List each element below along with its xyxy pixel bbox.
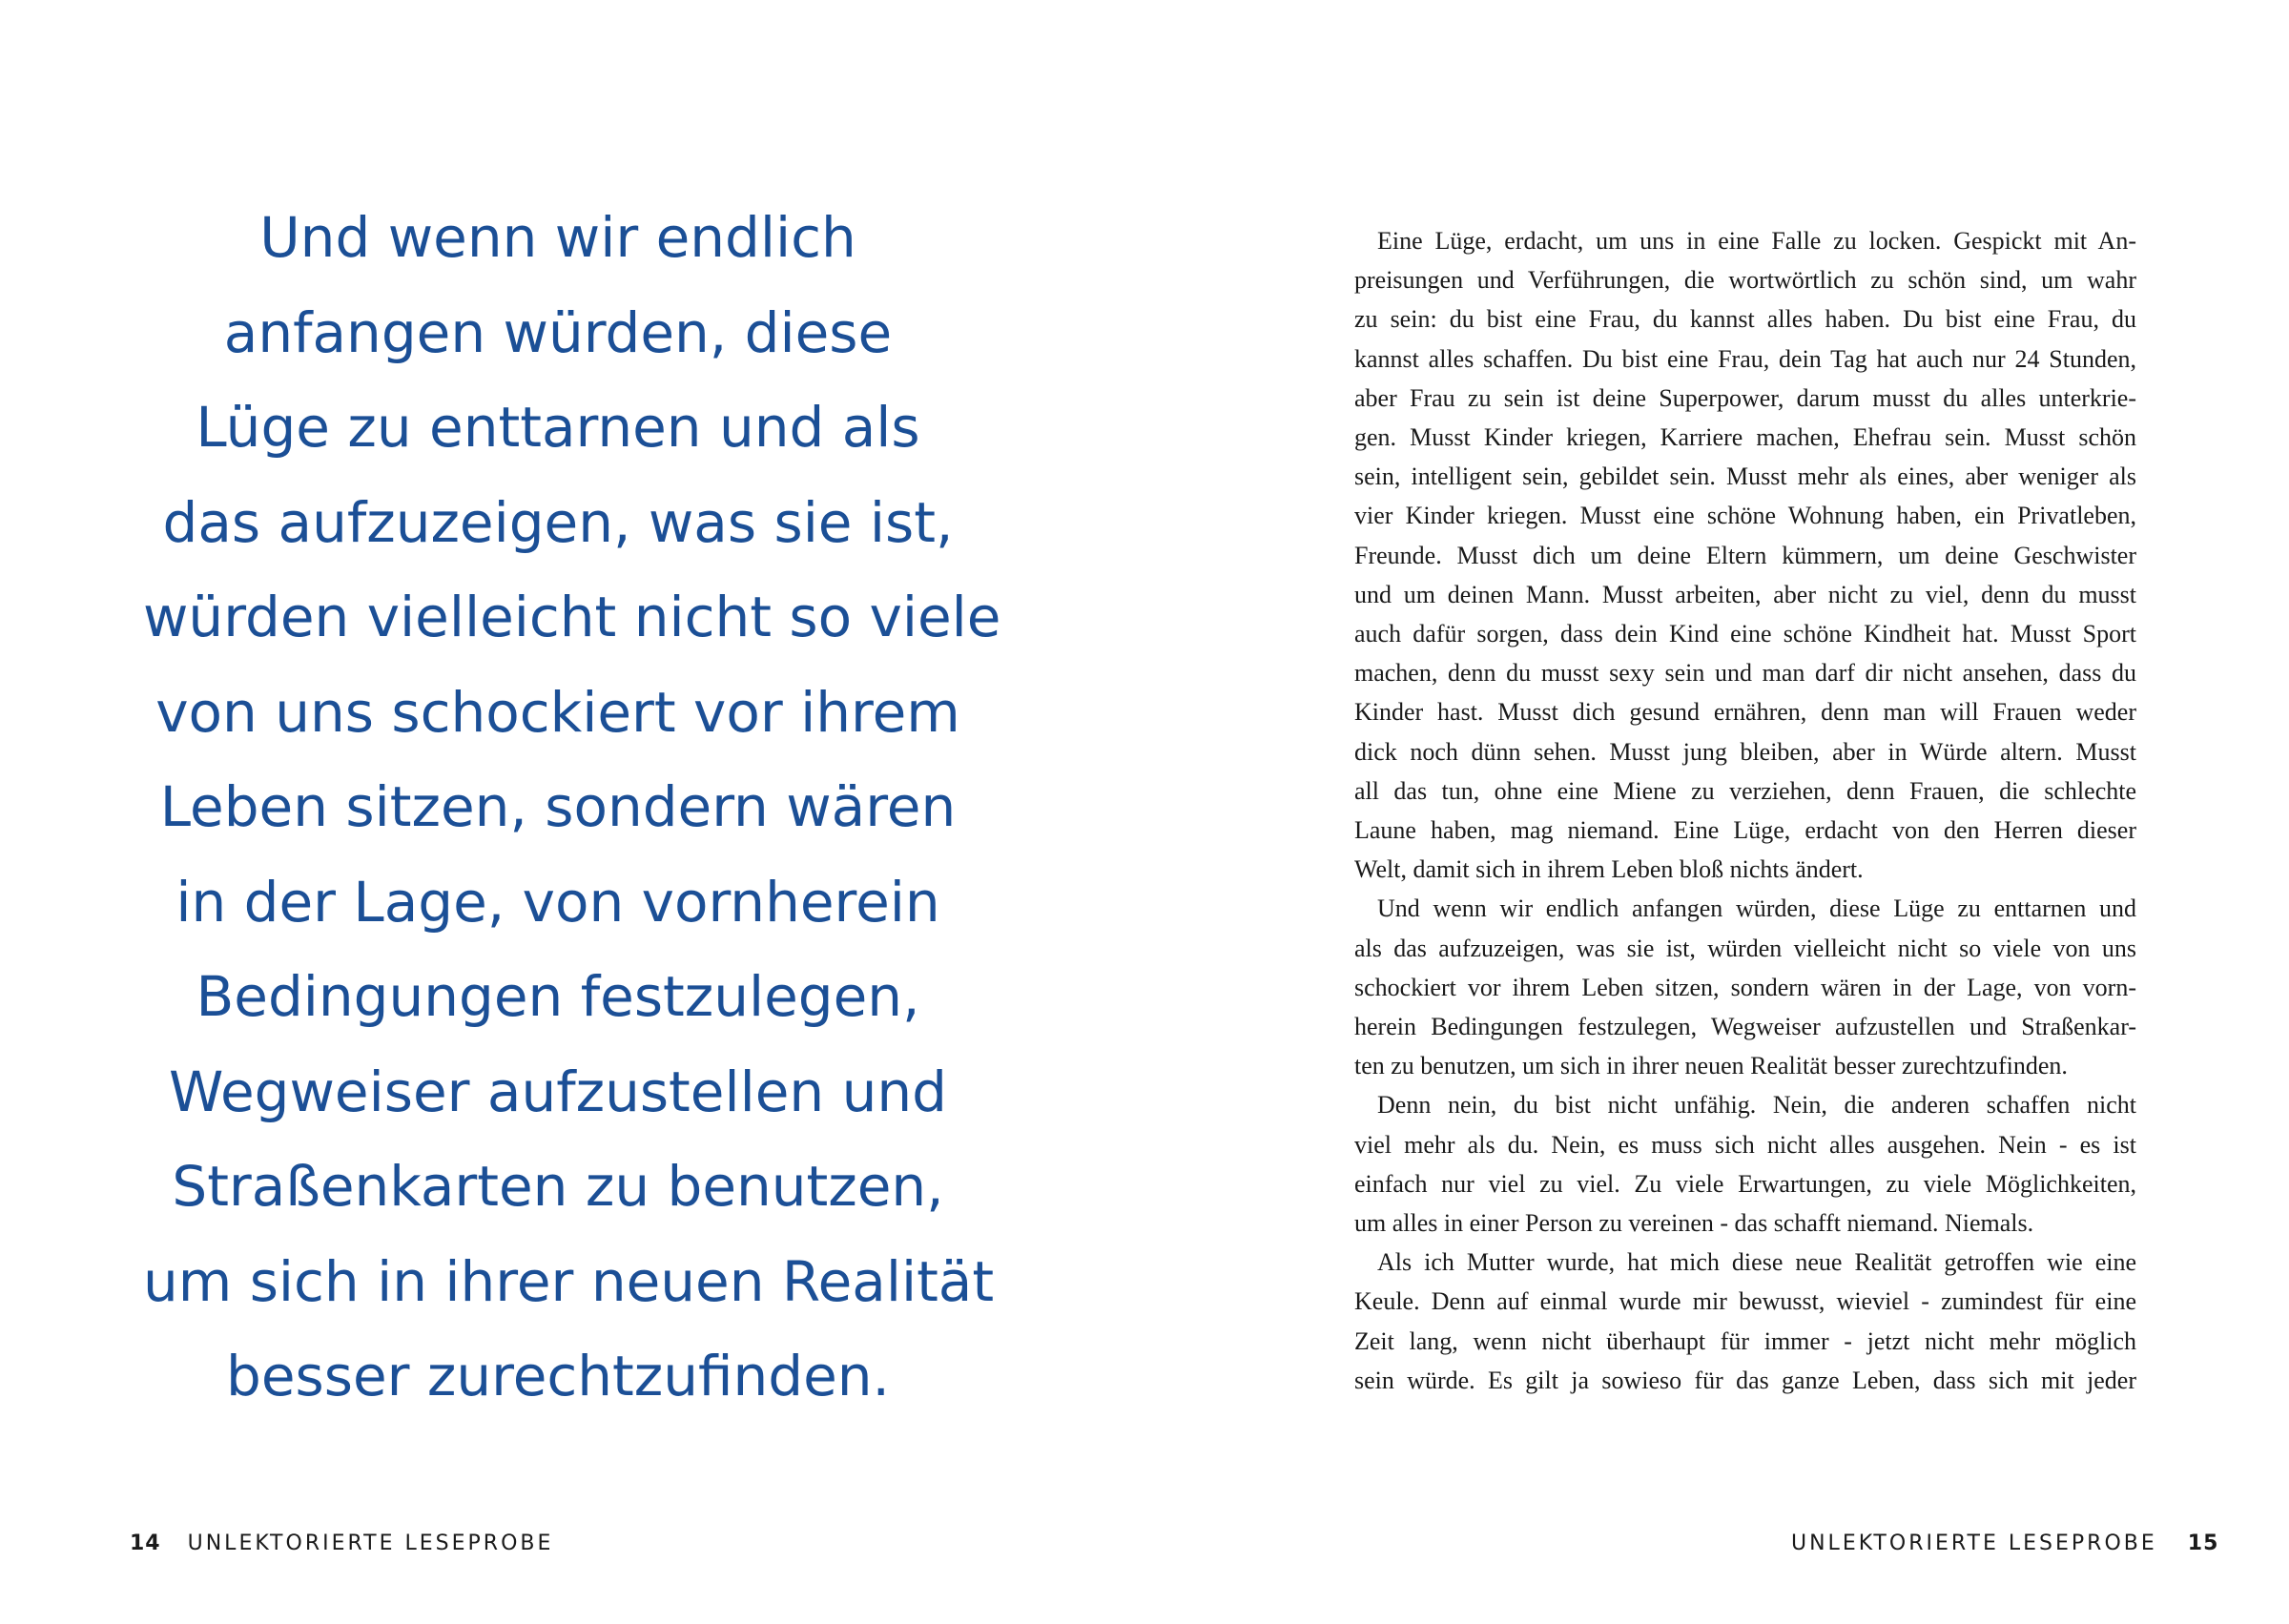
- body-line: Zeit lang, wenn nicht überhaupt für immer - jetzt nicht mehr möglich: [1354, 1326, 2136, 1355]
- pull-quote-line: Lüge zu enttarnen und als: [196, 395, 920, 460]
- running-head: UNLEKTORIERTE LESEPROBE: [187, 1531, 554, 1555]
- page-number: 14: [130, 1531, 161, 1555]
- body-line: Laune haben, mag niemand. Eine Lüge, erdacht von den Herren dieser: [1354, 816, 2136, 845]
- left-page: [0, 0, 1144, 1624]
- pull-quote-line: würden vielleicht nicht so viele: [143, 585, 1001, 649]
- body-line: aber Frau zu sein ist deine Superpower, darum musst du alles unterkrie-: [1354, 383, 2136, 412]
- pull-quote-line: Und wenn wir endlich: [259, 205, 856, 270]
- body-text: [1354, 221, 2136, 1400]
- pull-quote-line: anfangen würden, diese: [223, 299, 893, 365]
- pull-quote-line: Leben sitzen, sondern wären: [159, 774, 957, 839]
- body-line: zu sein: du bist eine Frau, du kannst alles haben. Du bist eine Frau, du: [1354, 305, 2136, 334]
- left-page-footer: [130, 1530, 553, 1558]
- body-line: Eine Lüge, erdacht, um uns in eine Falle zu locken. Gespickt mit An-: [1377, 227, 2136, 255]
- body-line: sein würde. Es gilt ja sowieso für das ganze Leben, dass sich mit jeder: [1354, 1366, 2136, 1394]
- body-line: kannst alles schaffen. Du bist eine Frau, dein Tag hat auch nur 24 Stunden,: [1354, 344, 2136, 373]
- page-number: 15: [2187, 1531, 2219, 1555]
- body-line: viel mehr als du. Nein, es muss sich nicht alles ausgehen. Nein - es ist: [1354, 1130, 2136, 1159]
- body-line: Freunde. Musst dich um deine Eltern kümmern, um deine Geschwister: [1354, 541, 2136, 569]
- pull-quote-line: besser zurechtzufinden.: [226, 1344, 890, 1408]
- body-line: Keule. Denn auf einmal wurde mir bewusst, wieviel - zumindest für eine: [1354, 1287, 2136, 1316]
- pull-quote: [143, 191, 1001, 1425]
- body-line: machen, denn du musst sexy sein und man darf dir nicht ansehen, dass du: [1354, 659, 2136, 688]
- body-line: Kinder hast. Musst dich gesund ernähren, denn man will Frauen weder: [1354, 698, 2136, 727]
- pull-quote-line: Bedingungen festzulegen,: [196, 964, 920, 1029]
- body-line: Als ich Mutter wurde, hat mich diese neue Realität getroffen wie eine: [1377, 1248, 2136, 1277]
- body-line: sein, intelligent sein, gebildet sein. Musst mehr als eines, aber weniger als: [1354, 463, 2136, 491]
- body-line: herein Bedingungen festzulegen, Wegweiser aufzustellen und Straßenkar-: [1354, 1013, 2136, 1041]
- body-line: Denn nein, du bist nicht unfähig. Nein, die anderen schaffen nicht: [1377, 1091, 2136, 1120]
- body-line: preisungen und Verführungen, die wortwörtlich zu schön sind, um wahr: [1354, 266, 2136, 295]
- body-line: einfach nur viel zu viel. Zu viele Erwartungen, zu viele Möglichkeiten,: [1354, 1169, 2136, 1198]
- body-line: all das tun, ohne eine Miene zu verziehen, denn Frauen, die schlechte: [1354, 776, 2136, 805]
- pull-quote-line: Wegweiser aufzustellen und: [169, 1059, 947, 1124]
- body-line: auch dafür sorgen, dass dein Kind eine schöne Kindheit hat. Musst Sport: [1354, 620, 2136, 648]
- running-head: UNLEKTORIERTE LESEPROBE: [1791, 1531, 2157, 1555]
- body-line: Und wenn wir endlich anfangen würden, diese Lüge zu enttarnen und: [1377, 894, 2136, 923]
- body-line: als das aufzuzeigen, was sie ist, würden vielleicht nicht so viele von uns: [1354, 934, 2136, 962]
- body-line: Welt, damit sich in ihrem Leben bloß nichts ändert.: [1354, 855, 1864, 884]
- right-page-footer: [1791, 1530, 2218, 1558]
- pull-quote-line: von uns schockiert vor ihrem: [155, 679, 960, 745]
- body-line: dick noch dünn sehen. Musst jung bleiben, aber in Würde altern. Musst: [1354, 737, 2136, 766]
- pull-quote-line: Straßenkarten zu benutzen,: [172, 1154, 944, 1219]
- right-page: [1144, 0, 2289, 1624]
- body-line: gen. Musst Kinder kriegen, Karriere machen, Ehefrau sein. Musst schön: [1354, 423, 2136, 452]
- body-line: schockiert vor ihrem Leben sitzen, sondern wären in der Lage, von vorn-: [1354, 973, 2136, 1001]
- body-line: und um deinen Mann. Musst arbeiten, aber nicht zu viel, denn du musst: [1354, 580, 2136, 608]
- body-line: vier Kinder kriegen. Musst eine schöne Wohnung haben, ein Privatleben,: [1354, 502, 2136, 530]
- pull-quote-line: das aufzuzeigen, was sie ist,: [162, 489, 954, 555]
- body-line: um alles in einer Person zu vereinen - das schafft niemand. Niemals.: [1354, 1209, 2034, 1238]
- pull-quote-line: in der Lage, von vornherein: [175, 869, 940, 935]
- pull-quote-line: um sich in ihrer neuen Realität: [143, 1248, 995, 1314]
- body-line: ten zu benutzen, um sich in ihrer neuen Realität besser zurechtzufinden.: [1354, 1052, 2068, 1080]
